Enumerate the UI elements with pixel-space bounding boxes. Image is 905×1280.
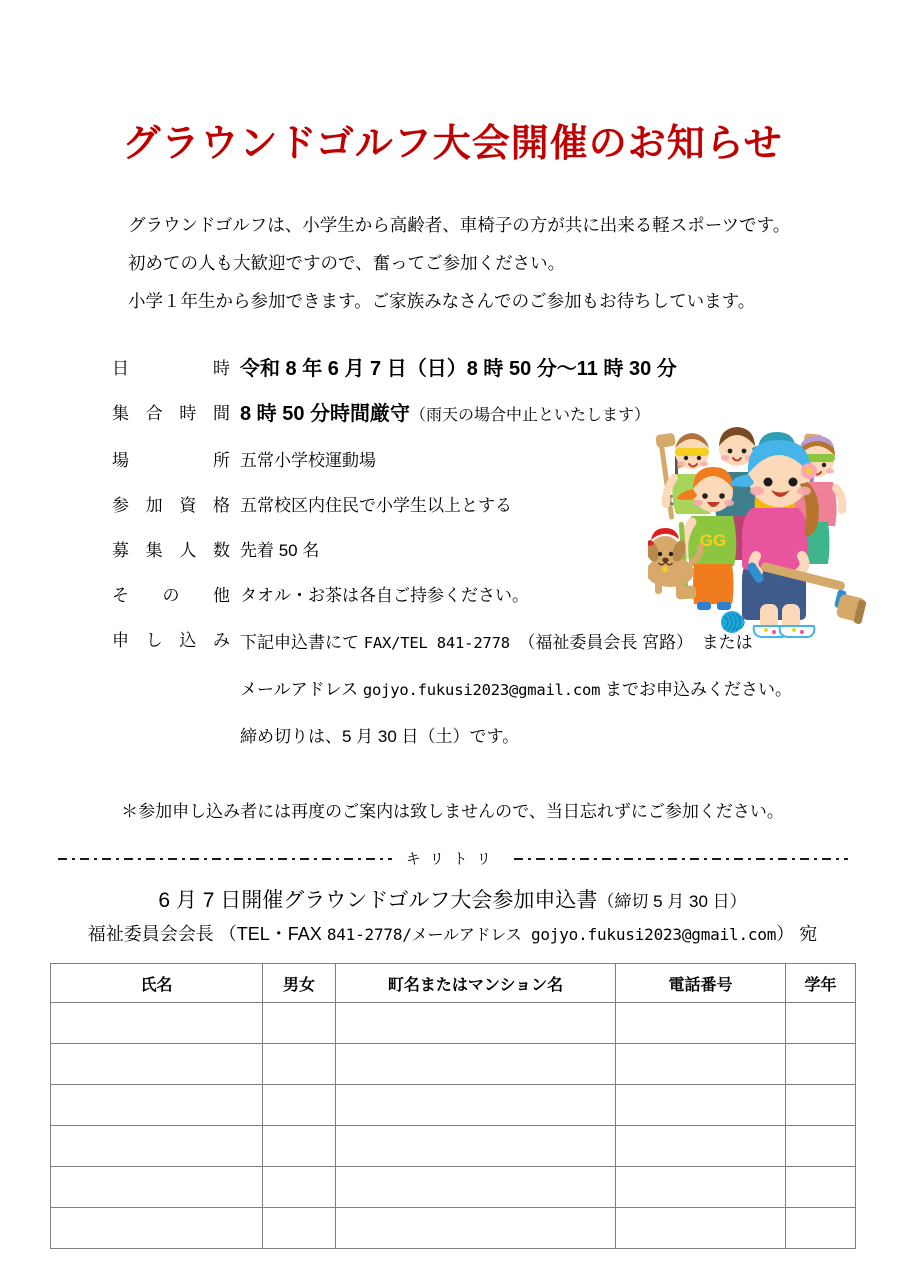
detail-value-place: 五常小学校運動場 [240, 451, 376, 470]
table-cell[interactable] [336, 1044, 616, 1085]
table-header-gender: 男女 [263, 964, 336, 1003]
detail-label-other: そ の 他 [112, 586, 230, 605]
table-cell[interactable] [786, 1208, 856, 1249]
table-cell[interactable] [786, 1167, 856, 1208]
application-line-email [240, 675, 792, 722]
table-cell[interactable] [263, 1085, 336, 1126]
table-header-row [51, 964, 856, 1003]
application-email-suffix: までお申込みください。 [600, 680, 793, 699]
person-girl-front [730, 440, 819, 637]
form-title-main: 6 月 7 日開催グラウンドゴルフ大会参加申込書 [158, 889, 598, 912]
table-cell[interactable] [51, 1208, 263, 1249]
cut-label: キリトリ [406, 851, 500, 868]
table-cell[interactable] [336, 1126, 616, 1167]
application-lines [240, 628, 792, 769]
table-header-phone: 電話番号 [616, 964, 786, 1003]
table-header-town: 町名またはマンション名 [336, 964, 616, 1003]
detail-value-meeting-time [240, 401, 650, 429]
detail-label-place: 場 所 [112, 451, 230, 470]
ground-golf-players-illustration [648, 404, 868, 639]
table-cell[interactable] [616, 1167, 786, 1208]
reminder-note: ＊参加申し込み者には再度のご案内は致しませんので、当日忘れずにご参加ください。 [121, 802, 784, 821]
table-cell[interactable] [786, 1003, 856, 1044]
gg-logo-text: GG [699, 531, 727, 550]
cut-here-line [58, 846, 848, 872]
intro-line-1: グラウンドゴルフは、小学生から高齢者、車椅子の方が共に出来る軽スポーツです。 [128, 215, 791, 235]
page-title: グラウンドゴルフ大会開催のお知らせ [122, 123, 783, 165]
detail-row-datetime [112, 356, 872, 382]
table-header-name: 氏名 [51, 964, 263, 1003]
table-cell[interactable] [263, 1126, 336, 1167]
form-addressee [0, 920, 905, 946]
table-body [51, 1003, 856, 1249]
golf-ball [721, 611, 744, 633]
application-fax-suffix: （福祉委員会長 宮路） または [509, 633, 753, 652]
table-cell[interactable] [336, 1003, 616, 1044]
detail-value-capacity: 先着 50 名 [240, 541, 320, 560]
table-cell[interactable] [616, 1003, 786, 1044]
cut-dash-right [514, 858, 848, 860]
application-email-prefix: メールアドレス [240, 680, 363, 699]
application-line-deadline: 締め切りは、5 月 30 日（土）です。 [240, 727, 520, 746]
form-title-deadline: （締切 5 月 30 日） [597, 892, 747, 911]
table-cell[interactable] [263, 1167, 336, 1208]
detail-row-application [112, 628, 872, 769]
intro-paragraph [128, 206, 868, 320]
table-row [51, 1044, 856, 1085]
form-title [0, 884, 905, 914]
detail-label-capacity: 募集人数 [112, 541, 230, 560]
table-row [51, 1126, 856, 1167]
table-cell[interactable] [786, 1085, 856, 1126]
table-cell[interactable] [616, 1044, 786, 1085]
detail-value-other: タオル・お茶は各自ご持参ください。 [240, 586, 529, 605]
table-cell[interactable] [786, 1126, 856, 1167]
form-addressee-contact: 841-2778/メールアドレス gojyo.fukusi2023@gmail.com [326, 925, 777, 944]
table-cell[interactable] [616, 1208, 786, 1249]
form-addressee-suffix: ） 宛 [776, 924, 818, 944]
detail-value-eligibility: 五常校区内住民で小学生以上とする [240, 496, 512, 515]
table-row [51, 1208, 856, 1249]
table-cell[interactable] [336, 1167, 616, 1208]
meeting-time-note: （雨天の場合中止といたします） [410, 407, 651, 424]
table-cell[interactable] [616, 1126, 786, 1167]
application-fax-prefix: 下記申込書にて [240, 633, 364, 652]
table-row [51, 1003, 856, 1044]
table-cell[interactable] [51, 1003, 263, 1044]
table-cell[interactable] [263, 1044, 336, 1085]
table-cell[interactable] [51, 1044, 263, 1085]
table-cell[interactable] [336, 1208, 616, 1249]
table-cell[interactable] [51, 1085, 263, 1126]
table-row [51, 1167, 856, 1208]
form-addressee-prefix: 福祉委員会会長 （TEL・FAX [87, 924, 327, 944]
application-fax-number: FAX/TEL 841-2778 [363, 634, 510, 652]
table-cell[interactable] [336, 1085, 616, 1126]
table-cell[interactable] [616, 1085, 786, 1126]
table-cell[interactable] [786, 1044, 856, 1085]
table-cell[interactable] [51, 1167, 263, 1208]
meeting-time-main: 8 時 50 分時間厳守 [240, 403, 411, 425]
intro-line-3: 小学１年生から参加できます。ご家族みなさんでのご参加もお待ちしています。 [128, 291, 756, 311]
table-cell[interactable] [263, 1003, 336, 1044]
table-cell[interactable] [263, 1208, 336, 1249]
application-email-address: gojyo.fukusi2023@gmail.com [362, 681, 601, 699]
detail-label-meeting-time: 集合時間 [112, 404, 230, 423]
intro-line-2: 初めての人も大歓迎ですので、奮ってご参加ください。 [128, 253, 566, 273]
detail-label-datetime: 日 時 [112, 359, 230, 378]
table-row [51, 1085, 856, 1126]
detail-label-application: 申し込み [112, 631, 230, 650]
table-cell[interactable] [51, 1126, 263, 1167]
cut-dash-left [58, 858, 392, 860]
detail-label-eligibility: 参加資格 [112, 496, 230, 515]
detail-value-datetime: 令和 8 年 6 月 7 日（日）8 時 50 分〜11 時 30 分 [240, 358, 677, 380]
table-header-grade: 学年 [786, 964, 856, 1003]
signup-table [50, 963, 856, 1249]
